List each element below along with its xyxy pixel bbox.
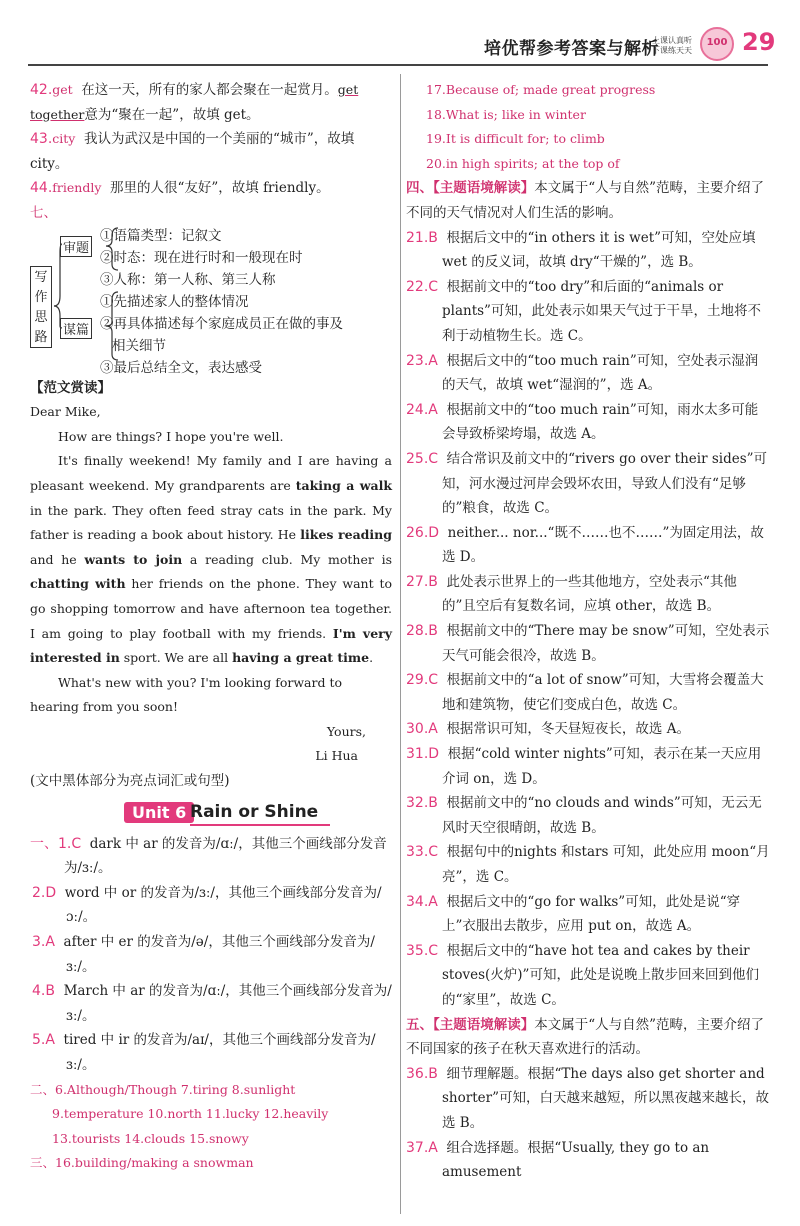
essay-text: her friends on the phone. They want to go shopping tomorrow and have afternoon tea together. I am going to play football with my friends. (30, 576, 393, 641)
essay-text: . (369, 650, 374, 666)
explanation: 根据句中的nights 和stars 可知，此处应用 moon“月亮”，选 C。 (442, 844, 770, 885)
answer-number: 5.A (32, 1032, 55, 1049)
answer-number: 43. (30, 131, 53, 148)
answer-number: 4.B (32, 983, 55, 1000)
answer-26 (406, 521, 770, 570)
answer-33 (406, 840, 770, 889)
answer-42 (30, 78, 392, 127)
page-number: 29 (742, 28, 776, 56)
answer-word: get (52, 82, 73, 97)
outline-m2a: ②再具体描述每个家庭成员正在做的事及 (100, 315, 343, 332)
answer-number: 1.C (58, 835, 82, 852)
highlight-phrase: chatting with (30, 576, 126, 592)
answer-4 (30, 979, 392, 1028)
section-heading: 四、【主题语境解读】 (406, 180, 535, 197)
explanation: 根据前文中的“too dry”和后面的“animals or plants”可知，此处表示如果天气过于干旱，土地将不利于动植物生长。选 C。 (442, 278, 761, 344)
answer-43 (30, 127, 392, 176)
highlight-phrase: having a great time (232, 650, 370, 666)
unit-banner (30, 800, 392, 828)
answer-number: 31.D (406, 746, 440, 763)
answer-number: 34.A (406, 893, 438, 910)
answer-1 (30, 832, 392, 881)
answer-35 (406, 939, 770, 1013)
explanation: 根据常识可知，冬天昼短夜长，故选 A。 (446, 721, 690, 738)
outline-s1: ①语篇类型：记叙文 (100, 227, 222, 244)
answer-number: 44. (30, 180, 53, 197)
section-3-line-1: 三、16.building/making a snowman (30, 1155, 254, 1171)
essay-paragraph-1: How are things? I hope you're well. (58, 428, 284, 444)
essay-text: in the park. They often feed stray cats in the park. My father is reading a book about history. He (30, 502, 392, 543)
essay-text: sport. We are all (119, 650, 233, 666)
answer-3 (30, 930, 392, 979)
explanation: 在这一天，所有的家人都会聚在一起赏月。 (81, 82, 338, 98)
answer-27 (406, 570, 770, 619)
section-summary: 本文属于“人与自然”范畴，主要介绍了不同的天气情况对人们生活的影响。 (406, 180, 765, 221)
right-column (406, 78, 770, 1185)
answer-number: 3.A (32, 934, 55, 951)
highlight-phrase: taking a walk (295, 477, 392, 493)
outline-s2: ②时态：现在进行时和一般现在时 (100, 249, 303, 266)
unit-underline (190, 824, 330, 826)
answer-17: 17.Because of; made great progress (426, 82, 656, 97)
answer-37 (406, 1136, 770, 1185)
outline-side-label: 写作思路 (30, 266, 52, 348)
answer-25 (406, 447, 770, 521)
answer-number: 22.C (406, 278, 439, 295)
answer-number: 29.C (406, 672, 439, 689)
highlight-note: (文中黑体部分为亮点词汇或句型) (30, 773, 230, 790)
answer-number: 37.A (406, 1139, 438, 1156)
answer-32 (406, 791, 770, 840)
explanation: 根据后文中的“have hot tea and cakes by their stoves(火炉)”可知，此处是说晚上散步回来回到他们的“家里”，故选 C。 (442, 942, 759, 1008)
answer-29 (406, 668, 770, 717)
explanation: 根据前文中的“no clouds and winds”可知，无云无风时天空很晴朗，故选 B。 (442, 795, 762, 836)
unit-name: Rain or Shine (190, 801, 319, 822)
mascot-logo-icon (700, 27, 734, 61)
header-rule (28, 64, 768, 66)
outline-s3: ③人称：第一人称、第三人称 (100, 271, 276, 288)
answer-number: 23.A (406, 352, 438, 369)
answer-number: 21.B (406, 229, 438, 246)
outline-m3: ③最后总结全文，表达感受 (100, 359, 262, 376)
book-title: 培优帮参考答案与解析 (484, 39, 659, 59)
explanation: tired 中 ir 的发音为/aɪ/，其他三个画线部分发音为/ɜː/。 (63, 1032, 376, 1073)
column-divider (400, 74, 401, 1214)
answer-number: 24.A (406, 401, 438, 418)
answer-number: 26.D (406, 524, 440, 541)
unit-tag: Unit 6 (124, 802, 194, 823)
section-5-intro (406, 1013, 770, 1062)
answer-number: 32.B (406, 795, 438, 812)
answer-number: 35.C (406, 942, 439, 959)
answer-word: friendly (52, 180, 102, 196)
answer-2 (30, 881, 392, 930)
explanation: 根据前文中的“a lot of snow”可知，大雪将会覆盖大地和建筑物，使它们变成白色，故选 C。 (442, 672, 764, 713)
answer-word: city (52, 131, 76, 147)
essay-text: and he (30, 551, 85, 567)
answer-5 (30, 1028, 392, 1077)
page-header (0, 0, 800, 66)
slogan-top: 上课认真听 (652, 36, 692, 45)
explanation: word 中 or 的发音为/ɜː/，其他三个画线部分发音为/ɔː/。 (64, 884, 382, 926)
explanation: 根据后文中的“too much rain”可知，空处表示湿润的天气，故填 wet“湿润的”，选 A。 (442, 352, 759, 394)
outline-mou-label: 谋篇 (60, 318, 92, 339)
explanation: 那里的人很“友好”，故填 friendly。 (109, 180, 330, 197)
answer-22 (406, 275, 770, 349)
explanation: 根据后文中的“in others it is wet”可知，空处应填 wet 的反义词，故填 dry“干燥的”，选 B。 (442, 229, 756, 271)
explanation: 组合选择题。根据“Usually, they go to an amusement (442, 1139, 710, 1181)
section-prefix: 一、 (30, 835, 58, 852)
answer-number: 28.B (406, 623, 438, 640)
model-essay-heading: 【范文赏读】 (30, 379, 111, 396)
answer-number: 25.C (406, 450, 439, 467)
explanation: 意为“聚在一起”，故填 get。 (84, 106, 260, 123)
essay-signature: Li Hua (315, 748, 358, 764)
answer-number: 33.C (406, 844, 439, 861)
explanation: dark 中 ar 的发音为/ɑː/，其他三个画线部分发音为/ɜː/。 (64, 835, 387, 877)
highlight-phrase: likes reading (300, 527, 392, 543)
explanation: 我认为武汉是中国的一个美丽的“城市”，故填 city。 (30, 131, 355, 172)
answer-24 (406, 398, 770, 447)
section-2-line-2: 9.temperature 10.north 11.lucky 12.heavily (52, 1106, 329, 1122)
header-slogan (652, 36, 692, 56)
answer-18: 18.What is; like in winter (426, 106, 586, 122)
answer-number: 42. (30, 82, 53, 98)
left-column (30, 78, 392, 1176)
explanation: after 中 er 的发音为/ə/，其他三个画线部分发音为/ɜː/。 (63, 934, 375, 975)
answer-23 (406, 349, 770, 398)
explanation: 结合常识及前文中的“rivers go over their sides”可知，河水漫过河岸会毁坏农田，导致人们没有“足够的”粮食，故选 C。 (442, 450, 768, 517)
explanation: 根据“cold winter nights”可知，表示在某一天应用介词 on，选 D。 (442, 746, 762, 787)
answer-number: 2.D (32, 884, 57, 901)
answer-19: 19.It is difficult for; to climb (426, 131, 605, 147)
section-summary: 本文属于“人与自然”范畴，主要介绍了不同国家的孩子在秋天喜欢进行的活动。 (406, 1016, 765, 1058)
explanation: March 中 ar 的发音为/ɑː/，其他三个画线部分发音为/ɜː/。 (63, 983, 392, 1024)
section-2-line-1: 二、6.Although/Though 7.tiring 8.sunlight (30, 1081, 296, 1097)
answer-30 (406, 717, 770, 742)
highlight-phrase: wants to join (84, 551, 183, 567)
explanation: 根据后文中的“go for walks”可知，此处是说“穿上”衣服出去散步，应用 put on，故选 A。 (442, 893, 741, 935)
essay-paragraph-2 (30, 449, 392, 670)
explanation: 根据前文中的“There may be snow”可知，空处表示天气可能会很冷，故选 B。 (442, 623, 770, 664)
answer-20: 20.in high spirits; at the top of (426, 155, 620, 171)
essay-closing: Yours, (326, 723, 366, 739)
outline-m2b: 相关细节 (112, 337, 166, 354)
section-heading: 五、【主题语境解读】 (406, 1016, 535, 1033)
outline-m1: ①先描述家人的整体情况 (100, 293, 249, 310)
outline-shen-label: 审题 (60, 236, 92, 257)
answer-28 (406, 619, 770, 668)
section-4-intro (406, 176, 770, 225)
essay-text: a reading club. My mother is (182, 551, 392, 567)
essay-text: It's finally weekend! My family and I are having a pleasant weekend. My grandparents are (30, 453, 392, 493)
answer-number: 36.B (406, 1065, 438, 1082)
section-2-line-3: 13.tourists 14.clouds 15.snowy (52, 1130, 249, 1146)
underlined-phrase: get together (30, 82, 359, 122)
answer-number: 27.B (406, 573, 438, 590)
explanation: 此处表示世界上的一些其他地方，空处表示“其他的”且空后有复数名词，应填 other，故选 B。 (442, 573, 737, 615)
essay-paragraph-3: What's new with you? I'm looking forward to hearing from you soon! (30, 674, 343, 715)
section-7-heading: 七、 (30, 204, 57, 221)
essay-greeting: Dear Mike, (30, 404, 101, 420)
answer-36 (406, 1062, 770, 1136)
answer-34 (406, 890, 770, 939)
logo-text: 100 (706, 37, 728, 48)
explanation: 细节理解题。根据“The days also get shorter and shorter”可知，白天越来越短，所以黑夜越来越长，故选 B。 (442, 1065, 769, 1131)
explanation: 根据前文中的“too much rain”可知，雨水太多可能会导致桥梁垮塌，故选 A。 (442, 401, 759, 443)
writing-outline (30, 226, 392, 376)
answer-21 (406, 226, 770, 275)
highlight-phrase: I'm very interested in (30, 625, 392, 666)
answer-31 (406, 742, 770, 791)
answer-number: 30.A (406, 721, 438, 738)
explanation: neither... nor...“既不……也不……”为固定用法，故选 D。 (442, 524, 764, 566)
answer-44 (30, 176, 392, 201)
slogan-bottom: 下课练天天 (652, 46, 692, 55)
